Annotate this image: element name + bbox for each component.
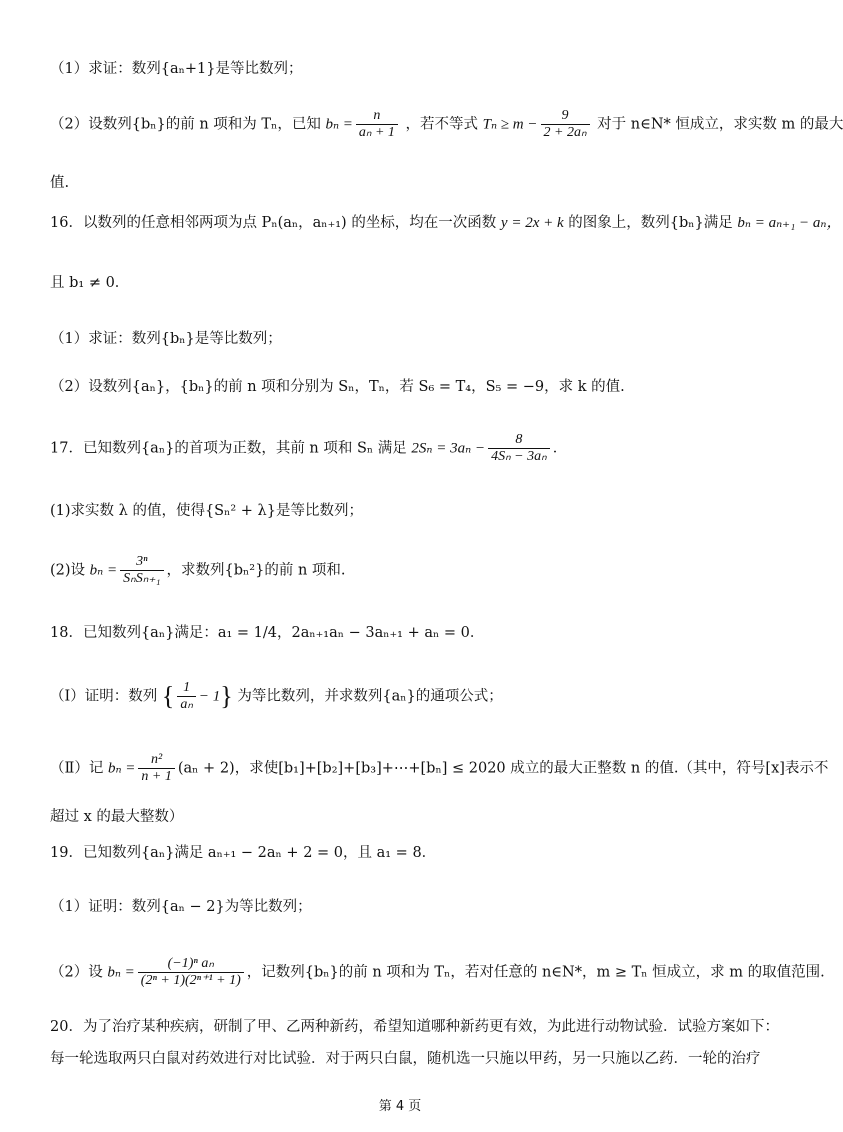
fraction-b19 [138, 956, 244, 989]
q20-stem-cont [50, 1048, 760, 1070]
text: 超过 x 的最大整数） [50, 809, 184, 825]
formula: y = 2x + k [500, 215, 564, 231]
text: 19．已知数列{aₙ}满足 aₙ₊₁ − 2aₙ + 2 = 0，且 a₁ = 8． [50, 845, 437, 861]
q16-stem [50, 212, 842, 234]
fraction-numerator: 3ⁿ [120, 554, 163, 571]
fraction-denominator: (2ⁿ + 1)(2ⁿ⁺¹ + 1) [140, 973, 241, 988]
text: （1）求证：数列{aₙ+1}是等比数列； [50, 61, 303, 77]
text: (2)设 [50, 562, 86, 579]
q16-part2 [50, 376, 760, 398]
text: 16．以数列的任意相邻两项为点 Pₙ(aₙ，aₙ₊₁) 的坐标，均在一次函数 [50, 215, 497, 231]
q17-part2 [50, 554, 760, 587]
brace-open: { [161, 681, 175, 711]
fraction-numerator: 9 [541, 108, 590, 125]
fraction-numerator: (−1)ⁿ aₙ [138, 956, 244, 973]
formula-lhs: 2Sₙ = 3aₙ − [411, 440, 486, 457]
fraction-s [488, 432, 550, 465]
text: 17．已知数列{aₙ}的首项为正数，其前 n 项和 Sₙ 满足 [50, 440, 407, 457]
fraction-denominator: 4Sₙ − 3aₙ [491, 449, 547, 464]
q15-part1 [50, 58, 760, 80]
text: （Ⅰ）证明：数列 [50, 688, 158, 705]
q16-part1 [50, 328, 760, 350]
q18-part2 [50, 752, 829, 785]
formula: bₙ = aₙ₊₁ − aₙ， [737, 215, 842, 231]
q15-part2 [50, 108, 843, 141]
brace-close: } [220, 681, 233, 711]
text: 每一轮选取两只白鼠对药效进行对比试验．对于两只白鼠，随机选一只施以甲药，另一只施以乙药．一轮的治疗 [50, 1051, 761, 1067]
text: 为等比数列，并求数列{aₙ}的通项公式； [237, 688, 503, 705]
q19-part1 [50, 896, 760, 918]
text: 的图象上，数列{bₙ}满足 [568, 215, 733, 231]
fraction-denominator: aₙ [180, 697, 193, 712]
page-number: 第 4 页 [378, 1099, 422, 1114]
q15-part2-cont [50, 172, 760, 194]
fraction-bn [356, 108, 398, 141]
fraction-denominator: n + 1 [141, 769, 172, 784]
q18-stem [50, 622, 760, 644]
formula-lhs: bₙ = [89, 562, 118, 579]
q17-part1 [50, 500, 760, 522]
text: ，记数列{bₙ}的前 n 项和为 Tₙ，若对任意的 n∈N*，m ≥ Tₙ 恒成立，求 m 的取值范围. [246, 964, 825, 981]
text: (aₙ + 2)，求使[b₁]+[b₂]+[b₃]+⋯+[bₙ] ≤ 2020 成立的最大正整数 n 的值.（其中，符号[x]表示不 [177, 760, 829, 777]
q16-stem-cont [50, 272, 760, 294]
formula-lhs: bₙ = [107, 964, 135, 981]
fraction-denominator: SₙSₙ₊₁ [123, 571, 161, 586]
formula-lhs: bₙ = [107, 760, 136, 777]
fraction-denominator: aₙ + 1 [358, 125, 395, 140]
text: （2）设 [50, 964, 103, 981]
q18-part1 [50, 680, 760, 713]
fraction-numerator: 8 [488, 432, 550, 449]
q19-part2 [50, 956, 825, 989]
q18-part2-cont [50, 806, 760, 828]
text: （Ⅱ）记 [50, 760, 104, 777]
fraction-b17 [120, 554, 163, 587]
q20-stem [50, 1016, 779, 1038]
text: 20．为了治疗某种疾病，研制了甲、乙两种新药，希望知道哪种新药更有效，为此进行动物试验．试验方案如下： [50, 1019, 779, 1035]
text: （1）求证：数列{bₙ}是等比数列； [50, 331, 282, 347]
fraction-numerator: n² [138, 752, 174, 769]
q17-stem [50, 432, 760, 465]
text: (1)求实数 λ 的值，使得{Sₙ² + λ}是等比数列； [50, 503, 363, 519]
text: （2）设数列{bₙ}的前 n 项和为 Tₙ，已知 [50, 116, 321, 133]
fraction-f18 [177, 680, 196, 713]
text: ，若不等式 [405, 116, 479, 133]
formula-lhs: Tₙ ≥ m − [482, 116, 538, 133]
fraction-numerator: n [356, 108, 398, 125]
text: 值. [50, 175, 70, 191]
text: （2）设数列{aₙ}，{bₙ}的前 n 项和分别为 Sₙ，Tₙ，若 S₆ = T₄，S₅ = −9，求 k 的值. [50, 379, 625, 395]
text: 18．已知数列{aₙ}满足：a₁ = 1/4，2aₙ₊₁aₙ − 3aₙ₊₁ + aₙ = 0． [50, 625, 485, 641]
fraction-denominator: 2 + 2aₙ [543, 125, 587, 140]
text: 对于 n∈N* 恒成立，求实数 m 的最大 [597, 116, 843, 133]
fraction-ineq [541, 108, 590, 141]
fraction-b18 [138, 752, 174, 785]
fraction-numerator: 1 [177, 680, 196, 697]
q19-stem [50, 842, 760, 864]
text: ． [552, 440, 568, 457]
formula: − 1 [198, 688, 221, 705]
text: （1）证明：数列{aₙ − 2}为等比数列； [50, 899, 312, 915]
formula-lhs: bₙ = [325, 116, 353, 133]
text: 且 b₁ ≠ 0． [50, 275, 130, 291]
text: ，求数列{bₙ²}的前 n 项和. [166, 562, 346, 579]
